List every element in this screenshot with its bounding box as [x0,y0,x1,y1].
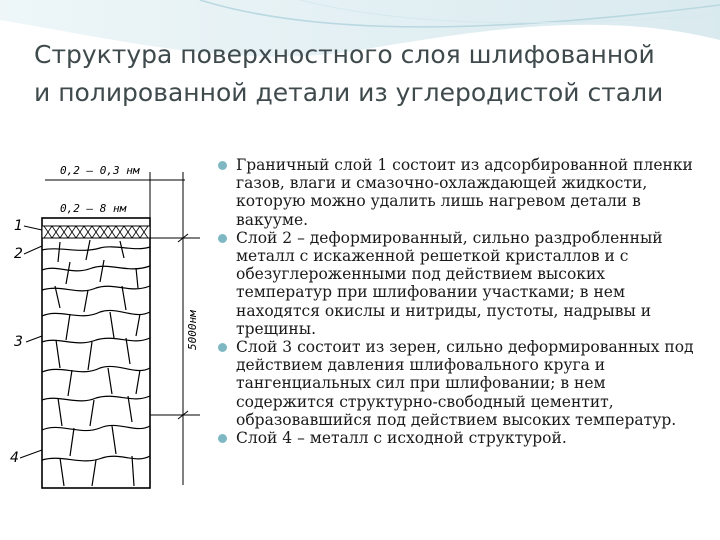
bullet-dot-icon [218,343,227,352]
bullet-text-4: Слой 4 – металл с исходной структурой. [236,429,567,448]
slide-title: Структура поверхностного слоя шлифованной и полированной детали из углеродистой стали [34,40,664,107]
layer-structure-figure [0,150,215,490]
layer-label-2: 2 [14,246,23,262]
layer-label-3: 3 [14,334,23,350]
bullet-dot-icon [218,234,227,243]
bullet-item-3 [218,338,706,429]
bullet-text-1: Граничный слой 1 состоит из адсорбированной пленки газов, влаги и смазочно-охлаждающей жидкости, которую можно удалить лишь нагревом детали в вакууме. [236,156,693,229]
bullet-item-1 [218,156,706,229]
bullet-dot-icon [218,161,227,170]
layer-label-4: 4 [10,450,19,466]
dim-label-second: 0,2 – 8 нм [60,202,127,215]
bullet-list [218,156,706,447]
dim-label-side: 5000нм [186,310,199,350]
layer-label-1: 1 [14,218,23,234]
bullet-text-2: Слой 2 – деформированный, сильно раздробленный металл с искаженной решеткой кристаллов и с обезуглероженными под действием высоких температур при шлифовании участками; в нем находятся окислы и нитриды, пустоты, надрывы и трещины. [236,228,663,338]
bullet-item-2 [218,229,706,338]
dim-label-top: 0,2 – 0,3 нм [60,164,140,177]
bullet-item-4 [218,429,706,447]
bullet-text-3: Слой 3 состоит из зерен, сильно деформированных под действием давления шлифовального круга и тангенциальных сил при шлифовании; в нем содержится структурно-свободный цементит, образовавшийся под действием высоких температур. [236,338,694,429]
bullet-dot-icon [218,434,227,443]
